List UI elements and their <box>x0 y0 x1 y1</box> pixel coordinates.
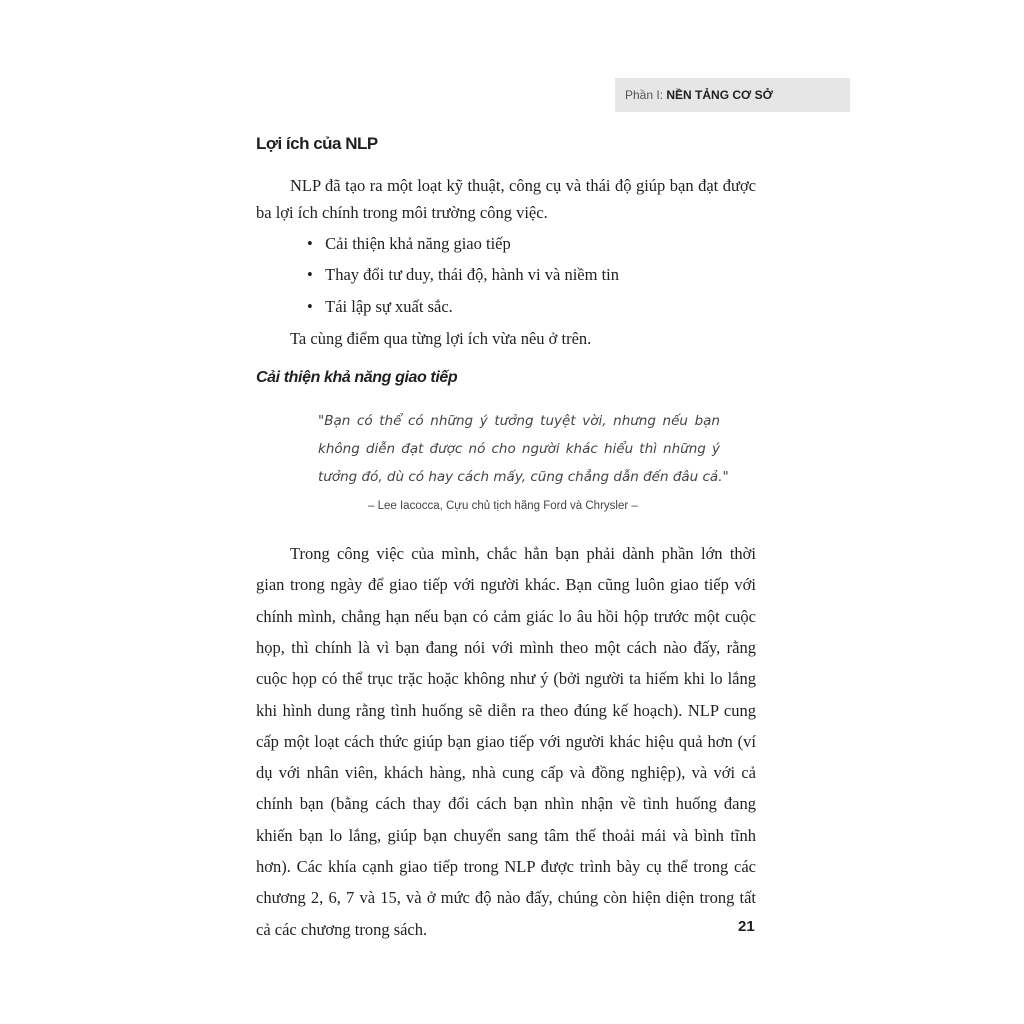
body-line: cấp một loạt cách thức giúp bạn giao tiếp với người khác hiệu quả hơn (ví <box>256 731 756 751</box>
subsection-heading: Cải thiện khả năng giao tiếp <box>256 369 458 386</box>
body-line: chính mình, chẳng hạn nếu bạn có cảm giác lo âu hồi hộp trước một cuộc <box>256 606 756 626</box>
body-line: chính bạn (bằng cách thay đổi cách bạn nhìn nhận về tình huống đang <box>256 794 756 814</box>
body-line: cả các chương trong sách. <box>256 919 428 939</box>
body-line: khiến bạn lo lắng, giúp bạn chuyển sang tâm thế thoải mái và bình tĩnh <box>256 825 756 845</box>
body-line: khi hình dung rằng tình huống sẽ diễn ra theo đúng kế hoạch). NLP cung <box>256 700 756 720</box>
body-line: chương 2, 6, 7 và 15, và ở mức độ nào đấy, chúng còn hiện diện trong tất <box>256 888 756 908</box>
quote-attribution: – Lee Iacocca, Cựu chủ tịch hãng Ford và Chrysler – <box>368 500 638 512</box>
bullet-item: • Thay đổi tư duy, thái độ, hành vi và niềm tin <box>307 265 619 284</box>
bullet-item: • Tái lập sự xuất sắc. <box>307 297 453 316</box>
header-part: Phần I: <box>625 88 667 102</box>
header-title: NỀN TẢNG CƠ SỞ <box>666 88 773 102</box>
body-line: hơn). Các khía cạnh giao tiếp trong NLP được trình bày cụ thể trong các <box>256 857 756 876</box>
quote-line: không diễn đạt được nó cho người khác hiểu thì những ý <box>318 441 720 457</box>
body-line: họp, thì chính là vì bạn đang nói với mình theo một cách nào đấy, rằng <box>256 637 756 657</box>
body-line: cuộc họp có thể trục trặc hoặc không như ý (bởi người ta hiếm khi lo lắng <box>256 669 756 689</box>
quote-line: "Bạn có thể có những ý tưởng tuyệt vời, nhưng nếu bạn <box>318 413 720 429</box>
body-line: Trong công việc của mình, chắc hẳn bạn phải dành phần lớn thời <box>290 544 756 563</box>
body-line: dụ với nhân viên, khách hàng, nhà cung cấp và đồng nghiệp), và với cả <box>256 763 756 783</box>
intro-line: ba lợi ích chính trong môi trường công việc. <box>256 203 548 222</box>
page-number: 21 <box>738 918 755 935</box>
running-header <box>615 78 850 112</box>
bullet-item: • Cải thiện khả năng giao tiếp <box>307 234 511 253</box>
quote-line: tưởng đó, dù có hay cách mấy, cũng chẳng dẫn đến đâu cả." <box>318 469 729 485</box>
intro-line: NLP đã tạo ra một loạt kỹ thuật, công cụ và thái độ giúp bạn đạt được <box>290 176 756 195</box>
body-line: gian trong ngày để giao tiếp với người khác. Bạn cũng luôn giao tiếp với <box>256 575 756 595</box>
summary-text: Ta cùng điểm qua từng lợi ích vừa nêu ở trên. <box>290 329 592 348</box>
section-heading: Lợi ích của NLP <box>256 134 378 153</box>
